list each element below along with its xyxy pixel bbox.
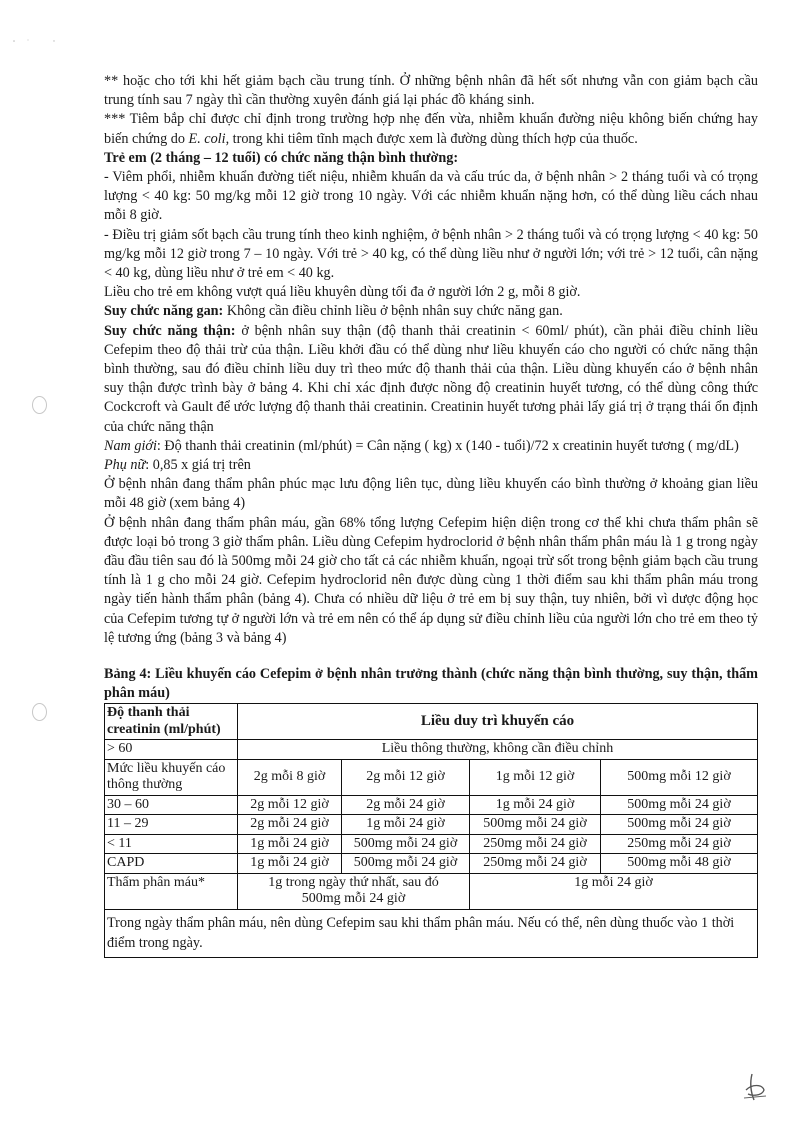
table-row [105, 795, 758, 815]
dose-cell: 2g mỗi 12 giờ [238, 795, 342, 815]
row-hd-label: Thẩm phân máu* [105, 873, 238, 909]
dose-cell: 500mg mỗi 48 giờ [601, 854, 758, 874]
renal-text: ở bệnh nhân suy thận (độ thanh thải creatinin < 60ml/ phút), cần phải điều chỉnh liều Cefepim theo độ thải trừ của thận. Liều khởi đầu có thể dùng như liều khuyến cáo cho người có chức năng thận bình thường, sau đó điều chỉnh liều duy trì theo mức độ thanh thải của thận. Liều dùng khuyến cáo ở bệnh nhân suy thận được trình bày ở bảng 4. Khi chỉ xác định được nồng độ creatinin huyết tương, có thể dùng công thức Cockcroft và Gault để ước lượng độ thanh thải creatinin. Creatinin huyết tương phải lấy giá trị ở trạng thái ổn định của chức năng thận [104, 322, 758, 435]
dose-cell: 1g mỗi 24 giờ [238, 854, 342, 874]
header-maintenance-dose: Liều duy trì khuyến cáo [238, 704, 758, 740]
dose-cell: 1g mỗi 12 giờ [470, 759, 601, 795]
dose-cell: 2g mỗi 24 giờ [342, 795, 470, 815]
female-label: Phụ nữ [104, 457, 146, 474]
paragraph-children-max: Liều cho trẻ em không vượt quá liều khuyên dùng tối đa ở người lớn 2 g, mỗi 8 giờ. [104, 284, 581, 301]
im-note-text-b: , trong khi tiêm tĩnh mạch được xem là đường dùng thích hợp của thuốc. [225, 130, 638, 147]
row-hd-right: 1g mỗi 24 giờ [470, 873, 758, 909]
dose-cell: 1g mỗi 24 giờ [342, 815, 470, 835]
dose-cell: 500mg mỗi 24 giờ [342, 834, 470, 854]
dose-cell: 2g mỗi 24 giờ [238, 815, 342, 835]
dose-cell: 1g mỗi 24 giờ [238, 834, 342, 854]
row-label: Mức liều khuyến cáo thông thường [105, 759, 238, 795]
dose-cell: 500mg mỗi 24 giờ [342, 854, 470, 874]
table-row [105, 759, 758, 795]
dose-cell: 500mg mỗi 24 giờ [601, 815, 758, 835]
row-gt60-value: Liều thông thường, không cần điều chỉnh [238, 740, 758, 760]
im-note-ecoli: E. coli [188, 130, 226, 147]
dose-cell: 250mg mỗi 24 giờ [470, 834, 601, 854]
dose-cell: 1g mỗi 24 giờ [470, 795, 601, 815]
table-row-hemodialysis [105, 873, 758, 909]
table-header-row [105, 704, 758, 740]
dose-cell: 2g mỗi 12 giờ [342, 759, 470, 795]
dose-cell: 2g mỗi 8 giờ [238, 759, 342, 795]
male-formula-text: : Độ thanh thải creatinin (ml/phút) = Cân nặng ( kg) x (140 - tuổi)/72 x creatinin huyết tương ( mg/dL) [156, 437, 739, 454]
paragraph-capd: Ở bệnh nhân đang thẩm phân phúc mạc lưu động liên tục, dùng liều khuyến cáo bình thường ở khoảng gian liều mỗi 48 giờ (xem bảng 4) [104, 476, 758, 512]
hepatic-text: Không cần điều chỉnh liều ở bệnh nhân suy chức năng gan. [223, 303, 563, 320]
paragraph-female-formula [104, 456, 758, 475]
handwritten-initial-mark [738, 1070, 772, 1104]
table-row [105, 815, 758, 835]
renal-label: Suy chức năng thận: [104, 322, 236, 339]
binder-hole-lower [32, 703, 47, 721]
female-formula-text: : 0,85 x giá trị trên [145, 457, 251, 474]
row-label: < 11 [105, 834, 238, 854]
dose-cell: 250mg mỗi 24 giờ [470, 854, 601, 874]
table-row-gt60 [105, 740, 758, 760]
dose-cell: 500mg mỗi 24 giờ [601, 795, 758, 815]
row-label: CAPD [105, 854, 238, 874]
row-label: 30 – 60 [105, 795, 238, 815]
im-note-text-a: *** Tiêm bắp chỉ được chỉ định trong trường hợp nhẹ đến vừa, nhiễm khuẩn đường niệu không biến chứng hay biến chứng do [104, 111, 758, 147]
paragraph-neutropenia-note: ** hoặc cho tới khi hết giảm bạch cầu trung tính. Ở những bệnh nhân đã hết sốt nhưng vẫn con giảm bạch cầu trung tính sau 7 ngày thì cần thường xuyên đánh giá lại phác đồ kháng sinh. [104, 73, 758, 109]
heading-children-text: Trẻ em (2 tháng – 12 tuổi) có chức năng thận bình thường: [104, 149, 459, 166]
male-label: Nam giới [104, 437, 157, 454]
row-label: 11 – 29 [105, 815, 238, 835]
table-footnote-row [105, 909, 758, 957]
binder-hole-upper [32, 396, 47, 414]
paragraph-hepatic [104, 302, 758, 321]
page-content [104, 72, 758, 958]
table-caption: Bảng 4: Liều khuyến cáo Cefepim ở bệnh nhân trưởng thành (chức năng thận bình thường, suy thận, thẩm phân máu) [104, 666, 758, 702]
table-row [105, 834, 758, 854]
paragraph-male-formula [104, 437, 758, 456]
heading-children [104, 149, 758, 168]
paragraph-children-neutropenia: - Điều trị giảm sốt bạch cầu trung tính theo kinh nghiệm, ở bệnh nhân > 2 tháng tuổi và có trọng lượng < 40 kg: 50 mg/kg mỗi 12 giờ trong 7 – 10 ngày. Với trẻ > 40 kg, có thể dùng liều như ở người lớn; với trẻ > 12 tuổi, cân nặng < 40 kg, dùng liều như ở trẻ em < 40 kg. [104, 226, 758, 282]
table-footnote: Trong ngày thẩm phân máu, nên dùng Cefepim sau khi thẩm phân máu. Nếu có thể, nên dùng thuốc vào 1 thời điểm trong ngày. [105, 909, 758, 957]
hepatic-label: Suy chức năng gan: [104, 303, 224, 320]
dose-cell: 250mg mỗi 24 giờ [601, 834, 758, 854]
row-hd-left: 1g trong ngày thứ nhất, sau đó 500mg mỗi 24 giờ [238, 873, 470, 909]
paragraph-hemodialysis: Ở bệnh nhân đang thẩm phân máu, gần 68% tổng lượng Cefepim hiện diện trong cơ thể khi chưa thẩm phân sẽ được loại bỏ trong 3 giờ thẩm phân. Liều dùng Cefepim hydroclorid ở bệnh nhân thẩm phân máu là 1 g trong ngày đầu đầu tiên sau đó là 500mg mỗi 24 giờ cho tất cả các nhiễm khuẩn, ngoại trừ sốt trong bệnh giảm bạch cầu trung tính là 1 g cho mỗi 24 giờ. Cefepim hydroclorid nên được dùng cùng 1 thời điểm sau khi thẩm phân máu trong ngày tiến hành thẩm phân (bảng 4). Chưa có nhiều dữ liệu ở trẻ em bị suy thận, tuy nhiên, bởi vì dược động học của Cefepim tương tự ở người lớn và trẻ em nên có thể áp dụng sử điều chỉnh liều của người lớn cho trẻ em theo tỷ lệ tương ứng (bảng 3 và bảng 4) [104, 514, 758, 646]
paragraph-renal [104, 322, 758, 437]
dose-cell: 500mg mỗi 24 giờ [470, 815, 601, 835]
table-row [105, 854, 758, 874]
scan-speck-marks [10, 32, 70, 40]
header-clearance: Độ thanh thải creatinin (ml/phút) [105, 704, 238, 740]
paragraph-im-note [104, 110, 758, 148]
dosage-table [104, 703, 758, 958]
row-gt60-label: > 60 [105, 740, 238, 760]
dose-cell: 500mg mỗi 12 giờ [601, 759, 758, 795]
paragraph-children-pneumonia: - Viêm phổi, nhiễm khuẩn đường tiết niệu, nhiễm khuẩn da và cấu trúc da, ở bệnh nhân > 2 tháng tuổi và có trọng lượng < 40 kg: 50 mg/kg mỗi 12 giờ trong 10 ngày. Với các nhiễm khuẩn nặng hơn, có thể dùng liều cách nhau mỗi 8 giờ. [104, 169, 758, 224]
